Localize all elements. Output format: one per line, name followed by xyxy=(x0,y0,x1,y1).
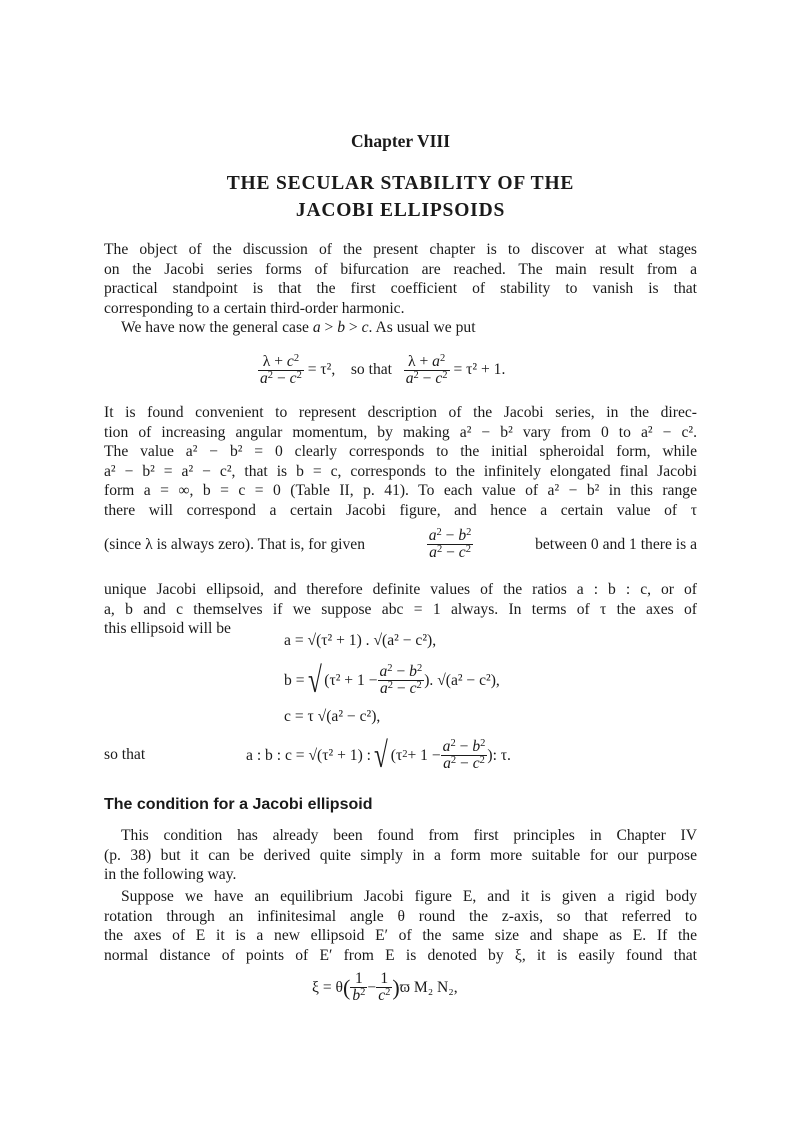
so-that-label: so that xyxy=(104,746,146,763)
fraction-lambda-c: $\frac{\lambda + c^2}{a^2 - c^2}$ xyxy=(260,353,302,387)
paragraph-rigid-rotation xyxy=(104,887,697,965)
equation-tau-definition: $\frac{\lambda + c^2}{a^2 - c^2}$ = τ², so that $\frac{\lambda + a^2}{a^2 - c^2}$ = τ² + 1. xyxy=(260,353,506,387)
text-line: corresponding to a certain third-order harmonic. xyxy=(104,299,405,317)
text-line: Suppose we have an equilibrium Jacobi figure E, and it is given a rigid body xyxy=(121,888,697,905)
text-line: there will correspond a certain Jacobi figure, and hence a certain value of τ xyxy=(104,501,697,519)
fraction-ab-ac: $\frac{a^2 - b^2}{a^2 - c^2}$ xyxy=(428,527,472,561)
text-line: on the Jacobi series forms of bifurcation are reached. The main result from a xyxy=(104,260,697,278)
equation-b-axis: b = √ ( τ² + 1 − $\frac{a^2 - b^2}{a^2 - c^2}$ ) . √(a² − c²), xyxy=(284,660,500,700)
text-line: in the following way. xyxy=(104,866,237,883)
text-line: The value a² − b² = 0 clearly corresponds to the initial spheroidal form, while xyxy=(104,443,697,460)
paragraph-condition xyxy=(104,826,697,885)
chapter-title-line-2: JACOBI ELLIPSOIDS xyxy=(295,200,506,221)
text-line: This condition has already been found from first principles in Chapter IV xyxy=(121,827,697,844)
text-line: form a = ∞, b = c = 0 (Table II, p. 41). To each value of a² − b² in this range xyxy=(104,482,697,499)
equation-xi: ξ = θ ( $\frac{1}{b^2}$ − $\frac{1}{c^2}$ ) ϖ M₂ N₂, xyxy=(312,969,458,1004)
text-line: unique Jacobi ellipsoid, and therefore definite values of the ratios a : b : c, or of xyxy=(104,581,697,598)
text-line: a, b and c themselves if we suppose abc = 1 always. In terms of τ the axes of xyxy=(104,600,697,618)
section-heading: The condition for a Jacobi ellipsoid xyxy=(104,796,373,813)
paragraph-unique-ellipsoid xyxy=(104,580,697,639)
equation-axis-ratios: a : b : c = √(τ² + 1) : √ (τ 2 + 1 − $\frac{a^2 - b^2}{a^2 - c^2}$ ) : τ. xyxy=(246,735,511,775)
general-case-line: We have now the general case a > b > c. As usual we put xyxy=(121,319,476,336)
fraction-lambda-a: $\frac{\lambda + a^2}{a^2 - c^2}$ xyxy=(405,353,448,387)
chapter-title-line-1: THE SECULAR STABILITY OF THE xyxy=(226,173,575,194)
text-line: practical standpoint is that the first coefficient of stability to vanish is that xyxy=(104,280,697,297)
text-line: this ellipsoid will be xyxy=(104,620,231,637)
equation-a-axis: a = √(τ² + 1) . √(a² − c²), xyxy=(284,632,437,649)
text-line: (p. 38) but it can be derived quite simply in a form more suitable for our purpose xyxy=(104,846,697,864)
text-line: rotation through an infinitesimal angle θ round the z-axis, so that referred to xyxy=(104,907,697,925)
text-line: a² − b² = a² − c², that is b = c, corresponds to the infinitely elongated final Jacobi xyxy=(104,462,697,480)
text-line: normal distance of points of E′ from E is denoted by ξ, it is easily found that xyxy=(104,946,697,964)
text-line: the axes of E it is a new ellipsoid E′ of the same size and shape as E. If the xyxy=(104,927,697,944)
text-line: The object of the discussion of the present chapter is to discover at what stages xyxy=(104,241,697,258)
text-line: It is found convenient to represent description of the Jacobi series, in the direc- xyxy=(104,404,697,421)
intro-paragraph xyxy=(104,240,697,338)
since-lambda-line: (since λ is always zero). That is, for given $\frac{a^2 - b^2}{a^2 - c^2}$ between 0 and 1 there is a xyxy=(104,527,697,561)
paragraph-jacobi-series xyxy=(104,403,697,520)
equation-c-axis: c = τ √(a² − c²), xyxy=(284,708,381,725)
chapter-label: Chapter VIII xyxy=(350,131,451,151)
text-line: tion of increasing angular momentum, by making a² − b² vary from 0 to a² − c². xyxy=(104,423,697,441)
